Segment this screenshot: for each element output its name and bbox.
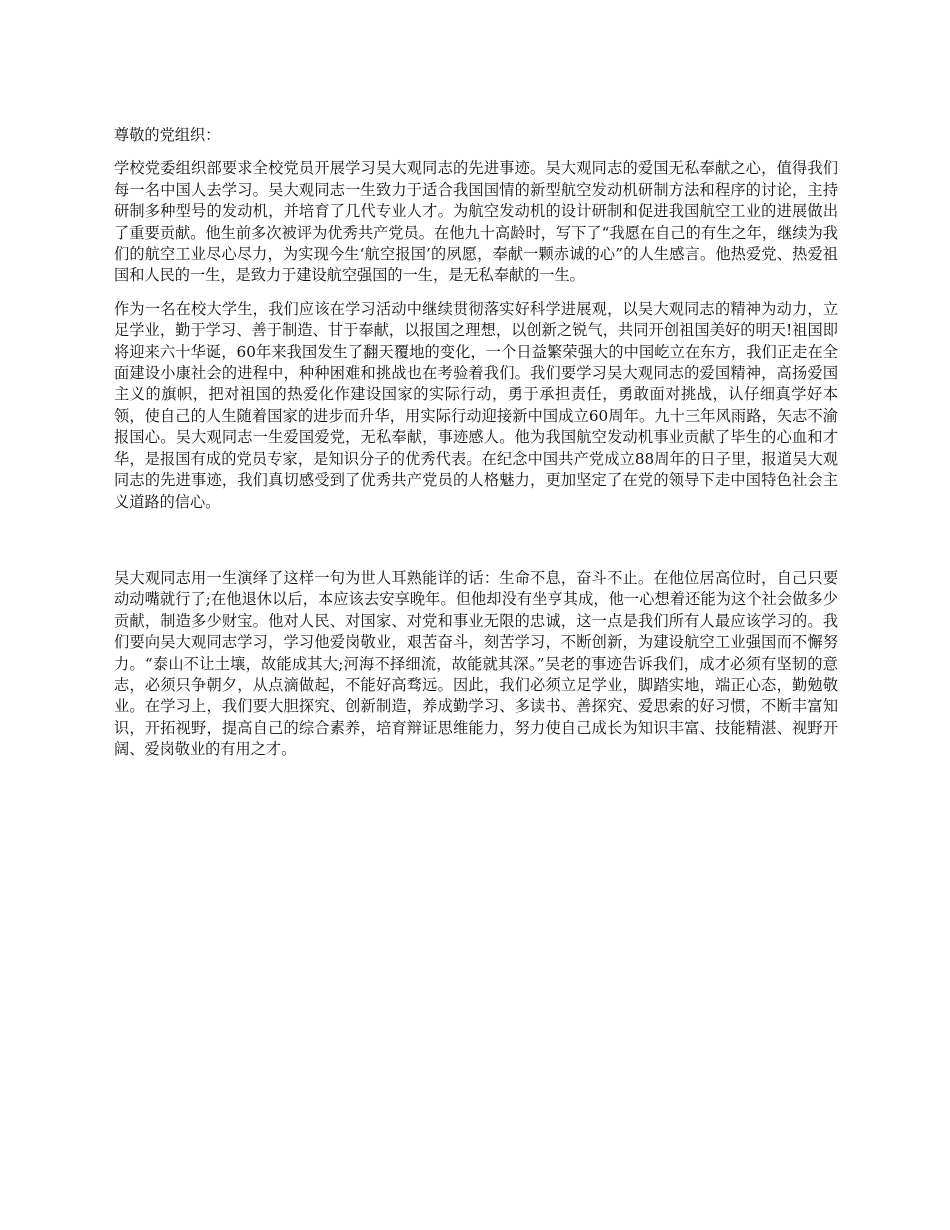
paragraph-3: 吴大观同志用一生演绎了这样一句为世人耳熟能详的话：生命不息，奋斗不止。在他位居高位时，自己只要动动嘴就行了;在他退休以后，本应该去安享晚年。但他却没有坐亨其成，他一心想着还能为这个社会做多少贡献，制造多少财宝。他对人民、对国家、对党和事业无限的忠诚，这一点是我们所有人最应该学习的。我们要向吴大观同志学习，学习他爱岗敬业，艰苦奋斗，刻苦学习，不断创新，为建设航空工业强国而不懈努力。“泰山不让土壤，故能成其大;河海不择细流，故能就其深。”吴老的事迹告诉我们，成才必须有坚韧的意志，必须只争朝夕，从点滴做起，不能好高骛远。因此，我们必须立足学业，脚踏实地，端正心态，勤勉敬业。在学习上，我们要大胆探究、创新制造，养成勤学习、多读书、善探究、爱思索的好习惯，不断丰富知识，开拓视野，提高自己的综合素养，培育辩证思维能力，努力使自己成长为知识丰富、技能精湛、视野开阔、爱岗敬业的有用之才。: [114, 568, 838, 759]
paragraph-2: 作为一名在校大学生，我们应该在学习活动中继续贯彻落实好科学进展观，以吴大观同志的精神为动力，立足学业，勤于学习、善于制造、甘于奉献，以报国之理想，以创新之锐气，共同开创祖国美好的明天!祖国即将迎来六十华诞，60年来我国发生了翻天覆地的变化，一个日益繁荣强大的中国屹立在东方，我们正走在全面建设小康社会的进程中，种种困难和挑战也在考验着我们。我们要学习吴大观同志的爱国精神，高扬爱国主义的旗帜，把对祖国的热爱化作建设国家的实际行动，勇于承担责任，勇敢面对挑战，认仔细真学好本领，使自己的人生随着国家的进步而升华，用实际行动迎接新中国成立60周年。九十三年风雨路，矢志不渝报国心。吴大观同志一生爱国爱党，无私奉献，事迹感人。他为我国航空发动机事业贡献了毕生的心血和才华，是报国有成的党员专家，是知识分子的优秀代表。在纪念中国共产党成立88周年的日子里，报道吴大观同志的先进事迹，我们真切感受到了优秀共产党员的人格魅力，更加坚定了在党的领导下走中国特色社会主义道路的信心。: [114, 299, 838, 511]
document-page: [114, 125, 838, 773]
salutation: 尊敬的党组织：: [114, 126, 221, 144]
paragraph-1: 学校党委组织部要求全校党员开展学习吴大观同志的先进事迹。吴大观同志的爱国无私奉献之心，值得我们每一名中国人去学习。吴大观同志一生致力于适合我国国情的新型航空发动机研制方法和程序的讨论，主持研制多种型号的发动机，并培育了几代专业人才。为航空发动机的设计研制和促进我国航空工业的进展做出了重要贡献。他生前多次被评为优秀共产党员。在他九十高龄时，写下了“我愿在自己的有生之年，继续为我们的航空工业尽心尽力，为实现今生‘航空报国’的夙愿，奉献一颗赤诚的心”的人生感言。他热爱党、热爱祖国和人民的一生，是致力于建设航空强国的一生，是无私奉献的一生。: [114, 159, 838, 285]
